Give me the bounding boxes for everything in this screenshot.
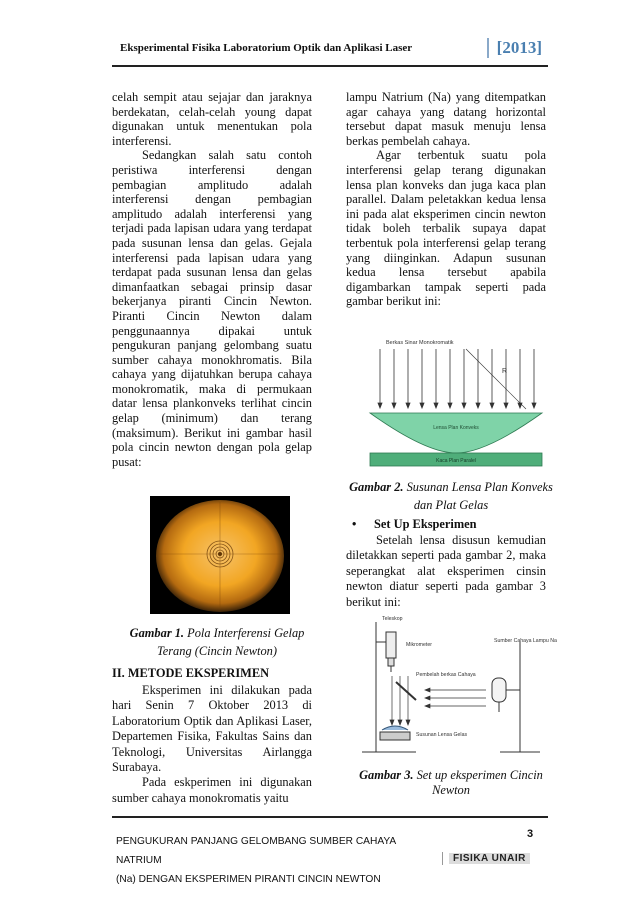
right-paragraph-2: Agar terbentuk suatu pola interferensi gelap terang digunakan lensa plan konveks dan juga kaca plan parallel. Dalam peletakkan kedua lensa ini pada alat eksperimen cincin newton tidak boleh terbalik supaya dapat terbentuk pola interferensi gelap terang yang diinginkan. Adapun susunan kedua lensa tersebut apabila digambarkan tampak seperti pada gambar berikut ini: — [346, 148, 546, 309]
figure-3-caption-text: Set up eksperimen Cincin Newton — [413, 768, 543, 797]
setup-heading — [352, 517, 552, 532]
setup-body — [346, 533, 546, 610]
figure-1-caption-text: Pola Interferensi Gelap Terang (Cincin Newton) — [156, 626, 305, 658]
figure-3-label: Gambar 3. — [359, 768, 414, 782]
footer-rule — [112, 816, 548, 818]
section-2-body — [112, 683, 312, 806]
left-column — [112, 90, 312, 469]
header-year: [2013] — [487, 38, 542, 58]
page-number: 3 — [527, 828, 534, 840]
setup-paragraph: Setelah lensa disusun kemudian diletakkan seperti pada gambar 2, maka seperangkat alat eksperimen cinsin newton diatur seperti pada gambar 3 berikut ini: — [346, 533, 546, 609]
section-2-paragraph-2: Pada eskperimen ini digunakan sumber cahaya monokromatis yaitu — [112, 775, 312, 805]
right-column — [346, 90, 546, 309]
figure-1-label: Gambar 1. — [129, 626, 185, 640]
right-paragraph-1: lampu Natrium (Na) yang ditempatkan agar cahaya yang datang horizontal tersebut dapat masuk menuju lensa berkas pembelah cahaya. — [346, 90, 546, 148]
section-2-heading: II. METODE EKSPERIMEN — [112, 666, 270, 680]
fig3-telescope-label: Teleskop — [382, 616, 403, 622]
footer-tag-text: FISIKA UNAIR — [449, 853, 530, 864]
footer-line-2: (Na) DENGAN EKSPERIMEN PIRANTI CINCIN NEWTON — [116, 874, 381, 885]
setup-heading-text: Set Up Eksperimen — [374, 517, 477, 531]
fig3-splitter-label: Pembelah berkas Cahaya — [416, 672, 476, 678]
figure-3-caption — [346, 768, 556, 798]
left-paragraph-2: Sedangkan salah satu contoh peristiwa interferensi dengan pembagian amplitudo adalah interferensi dengan pembagian amplitudo adalah interferensi yang terjadi pada lapisan udara yang terdapat pada susunan lensa dan gelas. Gejala interferensi pada lapisan udara yang terdapat pada susunan lensa dan gelas dimanfaatkan sebagai prinsip dasar bekerjanya piranti Cincin Newton. Piranti Cincin Newton dalam penggunaannya dipakai untuk pengukuran panjang gelombang suatu sumber cahaya monokhromatis. Bila cahaya yang dijatuhkan berupa cahaya monokromatik, maka di permukaan datar lensa plankonveks terlihat cincin gelap (minimum) dan terang (maksimum). Berikut ini gambar hasil pola cincin newton dengan pola gelap pusat: — [112, 148, 312, 469]
fig2-lens-label: Lensa Plan Konveks — [433, 425, 479, 431]
page-header — [112, 28, 548, 66]
left-paragraph-1: celah sempit atau sejajar dan jaraknya berdekatan, celah-celah young dapat digunakan untuk menentukan pola interferensi. — [112, 90, 312, 148]
footer-line-1: PENGUKURAN PANJANG GELOMBANG SUMBER CAHAYA NATRIUM — [116, 836, 396, 866]
header-title: Eksperimental Fisika Laboratorium Optik dan Aplikasi Laser — [120, 42, 413, 54]
figure-2-caption — [346, 478, 556, 514]
figure-2-caption-text: Susunan Lensa Plan Konveks dan Plat Gelas — [403, 480, 553, 512]
section-2-paragraph-1: Eksperimen ini dilakukan pada hari Senin 7 Oktober 2013 di Laboratorium Optik dan Aplikasi Laser, Departemen Fisika, Fakultas Sains dan Teknologi, Universitas Airlangga Surabaya. — [112, 683, 312, 775]
figure-1-newton-rings-image — [150, 496, 290, 614]
footer-tag — [442, 852, 534, 865]
figure-2-label: Gambar 2. — [349, 480, 404, 494]
fig3-source-label: Sumber Cahaya Lampu Na — [494, 638, 557, 644]
figure-1-caption — [112, 624, 322, 660]
header-rule — [112, 65, 548, 67]
fig3-lens-stack-label: Susunan Lensa Gelas — [416, 732, 468, 738]
setup-bullet: • — [352, 517, 357, 531]
fig2-radius-label: R — [502, 368, 508, 375]
footer-title — [116, 832, 436, 889]
figure-3-setup-diagram — [356, 612, 557, 762]
fig2-beam-label: Berkas Sinar Monokromatik — [386, 340, 454, 346]
fig2-plate-label: Kaca Plan Paralel — [436, 458, 476, 464]
figure-2-lens-diagram — [366, 335, 546, 467]
fig3-micrometer-label: Mikrometer — [406, 642, 432, 648]
